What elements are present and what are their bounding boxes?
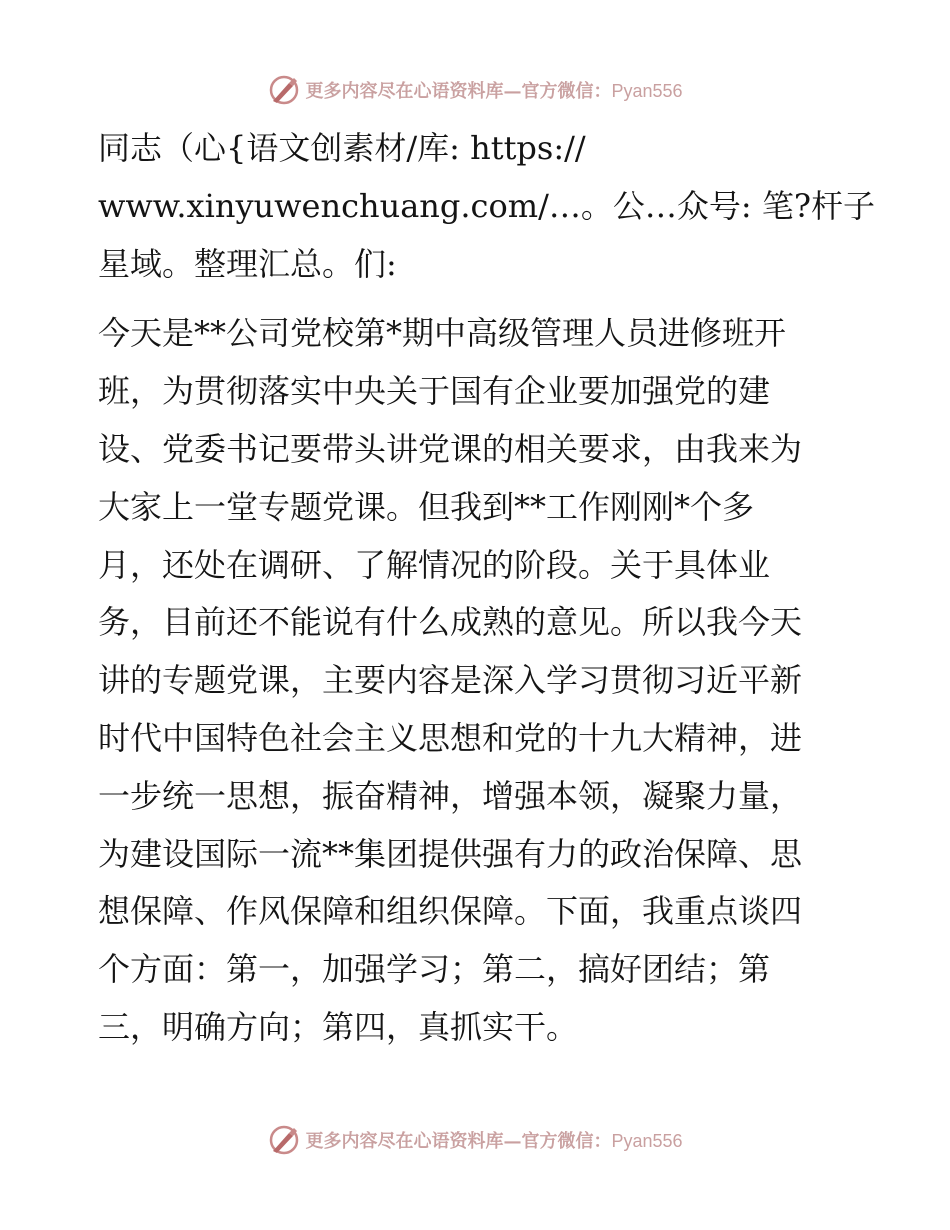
text-line: 三，明确方向；第四，真抓实干。 xyxy=(98,1007,579,1046)
document-body xyxy=(98,120,875,1057)
banner-title: 更多内容尽在心语资料库— xyxy=(305,81,522,102)
banner-wechat-label: 官方微信： xyxy=(521,1131,612,1152)
text-line: 月，还处在调研、了解情况的阶段。关于具体业 xyxy=(98,545,771,584)
text-line: 大家上一堂专题党课。但我到**工作刚刚*个多 xyxy=(98,487,755,526)
text-line: 一步统一思想，振奋精神，增强本领，凝聚力量， xyxy=(98,776,803,815)
banner-wechat-label: 官方微信： xyxy=(521,81,612,102)
pen-logo-icon xyxy=(267,1123,301,1157)
text-line: 务，目前还不能说有什么成熟的意见。所以我今天 xyxy=(98,603,803,642)
text-line: 个方面：第一，加强学习；第二，搞好团结；第 xyxy=(98,950,771,989)
text-line: 想保障、作风保障和组织保障。下面，我重点谈四 xyxy=(98,892,803,931)
paragraph-salutation xyxy=(98,120,875,293)
text-line: 为建设国际一流**集团提供强有力的政治保障、思 xyxy=(98,834,803,873)
footer-banner xyxy=(0,1122,950,1158)
text-line: 设、党委书记要带头讲党课的相关要求，由我来为 xyxy=(98,429,803,468)
banner-wechat-id: Pyan556 xyxy=(611,1131,683,1151)
banner-title: 更多内容尽在心语资料库— xyxy=(305,1131,522,1152)
pen-logo-icon xyxy=(267,73,301,107)
text-line: 同志（心{语文创素材/库: https:// xyxy=(98,129,586,167)
text-line: 星域。整理汇总。们: xyxy=(98,244,397,283)
text-line: 讲的专题党课，主要内容是深入学习贯彻习近平新 xyxy=(98,661,803,700)
text-line: 时代中国特色社会主义思想和党的十九大精神，进 xyxy=(98,718,803,757)
text-line: www.xinyuwenchuang.com/…。公…众号: 笔?杆子 xyxy=(98,186,875,225)
paragraph-body xyxy=(98,305,858,1056)
header-banner xyxy=(0,72,950,108)
banner-text xyxy=(305,77,682,103)
text-line: 班，为贯彻落实中央关于国有企业要加强党的建 xyxy=(98,372,771,411)
text-line: 今天是**公司党校第*期中高级管理人员进修班开 xyxy=(98,314,787,353)
banner-text xyxy=(305,1127,682,1153)
banner-wechat-id: Pyan556 xyxy=(611,81,683,101)
